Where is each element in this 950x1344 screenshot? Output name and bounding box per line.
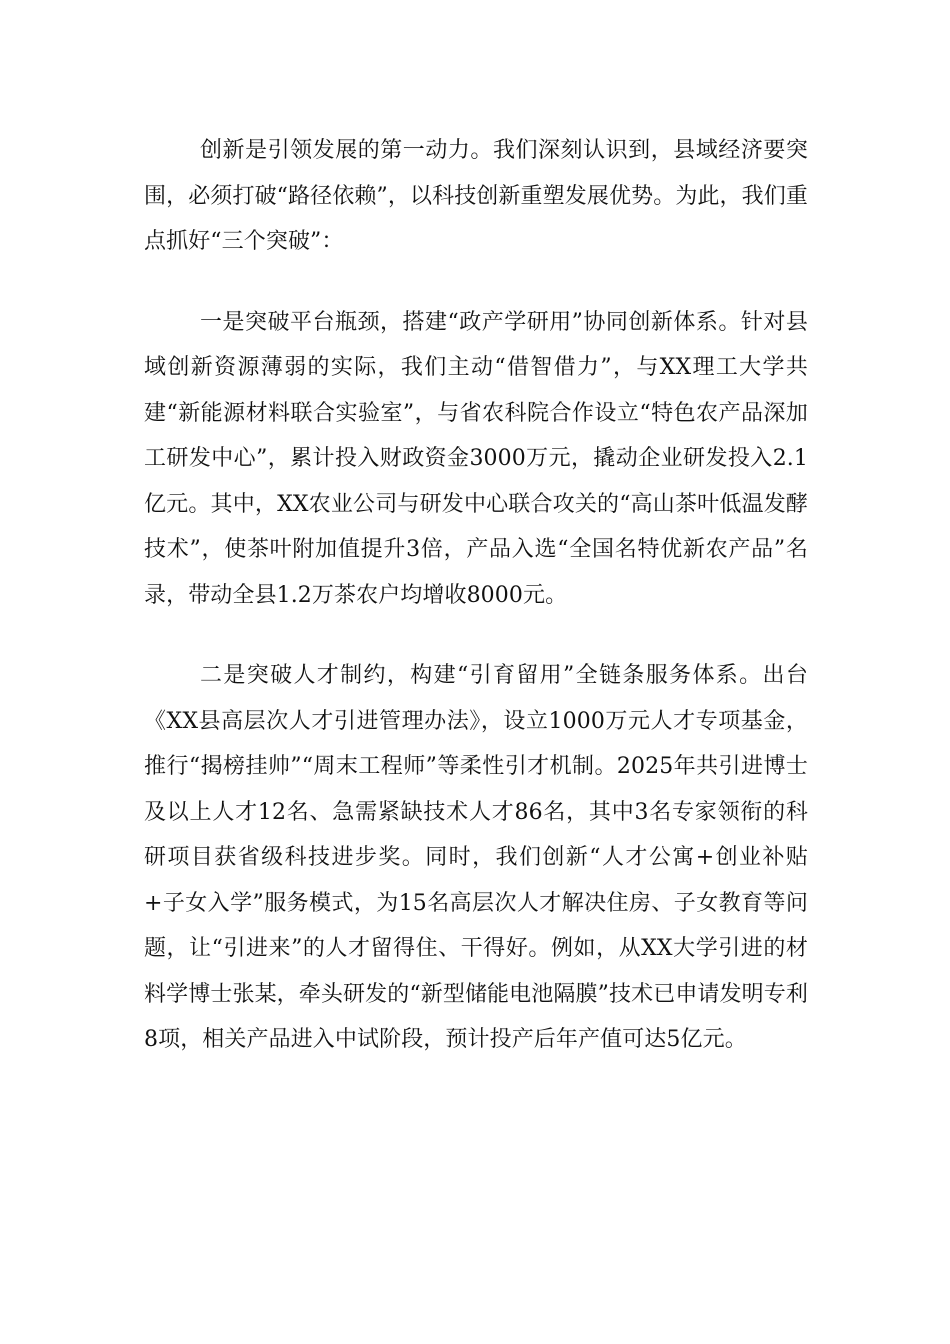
paragraph-gap	[144, 618, 808, 653]
paragraph-talent-breakthrough: 二是突破人才制约，构建“引育留用”全链条服务体系。出台《XX县高层次人才引进管理办法》，设立1000万元人才专项基金，推行“揭榜挂帅”“周末工程师”等柔性引才机制。2025年共引进博士及以上人才12名、急需紧缺技术人才86名，其中3名专家领衔的科研项目获省级科技进步奖。同时，我们创新“人才公寓+创业补贴+子女入学”服务模式，为15名高层次人才解决住房、子女教育等问题，让“引进来”的人才留得住、干得好。例如，从XX大学引进的材料学博士张某，牵头研发的“新型储能电池隔膜”技术已申请发明专利8项，相关产品进入中试阶段，预计投产后年产值可达5亿元。	[144, 663, 808, 1052]
paragraph-intro: 创新是引领发展的第一动力。我们深刻认识到，县域经济要突围，必须打破“路径依赖”，以科技创新重塑发展优势。为此，我们重点抓好“三个突破”：	[144, 138, 808, 254]
document-body	[144, 128, 808, 1063]
paragraph-platform-breakthrough: 一是突破平台瓶颈，搭建“政产学研用”协同创新体系。针对县域创新资源薄弱的实际，我们主动“借智借力”，与XX理工大学共建“新能源材料联合实验室”，与省农科院合作设立“特色农产品深加工研发中心”，累计投入财政资金3000万元，撬动企业研发投入2.1亿元。其中，XX农业公司与研发中心联合攻关的“高山茶叶低温发酵技术”，使茶叶附加值提升3倍，产品入选“全国名特优新农产品”名录，带动全县1.2万茶农户均增收8000元。	[144, 309, 808, 608]
paragraph-gap	[144, 265, 808, 300]
